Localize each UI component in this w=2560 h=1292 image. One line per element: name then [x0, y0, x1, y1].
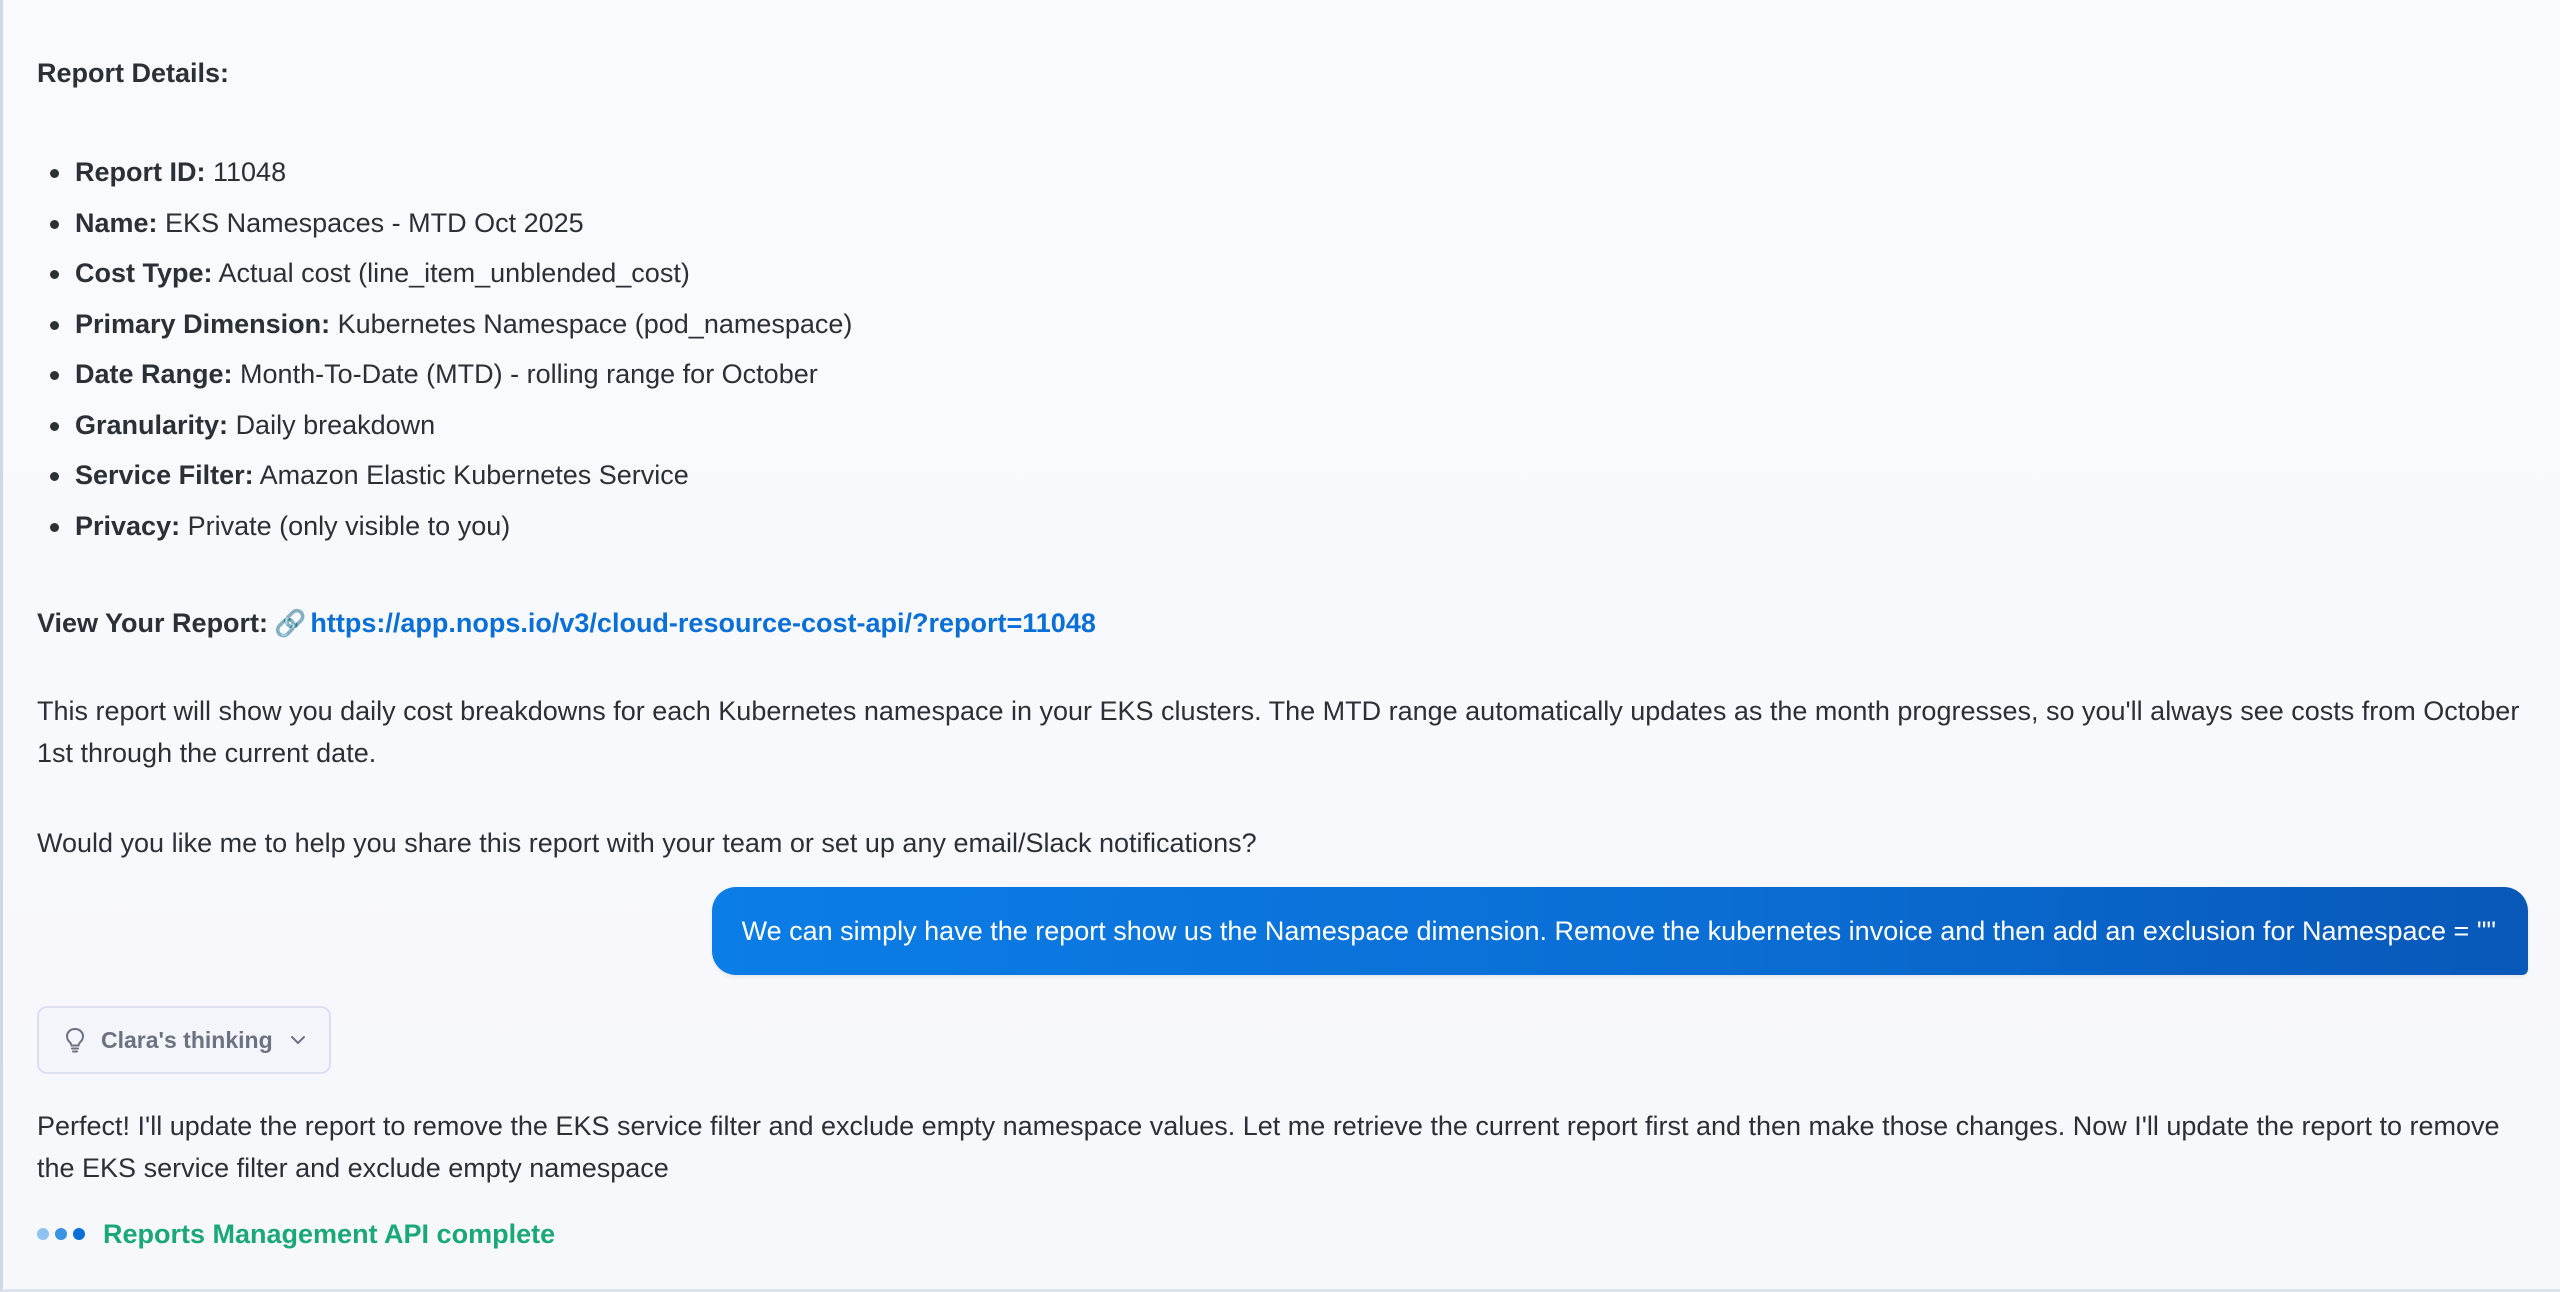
assistant-paragraph: Would you like me to help you share this report with your team or set up any email/Slack notifications?: [37, 828, 1257, 858]
detail-value: Private (only visible to you): [187, 510, 511, 541]
report-details-heading: Report Details:: [37, 58, 230, 88]
user-message-bubble: We can simply have the report show us the Namespace dimension. Remove the kubernetes invoice and then add an exclusion for Namespace = "": [712, 887, 2528, 975]
report-link[interactable]: https://app.nops.io/v3/cloud-resource-cost-api/?report=11048: [310, 608, 1096, 638]
loading-dots-icon: [37, 1228, 85, 1240]
detail-value: Amazon Elastic Kubernetes Service: [259, 460, 689, 490]
detail-value: Month-To-Date (MTD) - rolling range for October: [240, 359, 818, 389]
detail-label: Granularity:: [75, 409, 229, 440]
tool-status: [37, 1214, 555, 1254]
detail-value: Kubernetes Namespace (pod_namespace): [337, 308, 853, 339]
list-item: [75, 455, 852, 506]
detail-label: Date Range:: [75, 359, 233, 389]
lightbulb-icon: [65, 1027, 85, 1053]
detail-label: Cost Type:: [75, 258, 213, 288]
detail-label: Report ID:: [75, 157, 206, 187]
report-details-list: [37, 152, 852, 556]
detail-value: Daily breakdown: [235, 409, 436, 440]
view-report-label: View Your Report:: [37, 608, 269, 638]
detail-label: Name:: [75, 207, 158, 238]
detail-value: 11048: [213, 157, 287, 187]
list-item: [75, 152, 852, 203]
thinking-label: Clara's thinking: [101, 1026, 273, 1053]
assistant-paragraph: Perfect! I'll update the report to remove the EKS service filter and exclude empty namespace values. Let me retrieve the current report first and then make those changes. Now I'll update the report to remove the EKS service filter and exclude empty namespace: [37, 1111, 2500, 1183]
link-icon: 🔗: [274, 608, 307, 638]
detail-label: Privacy:: [75, 510, 181, 541]
thinking-toggle-button[interactable]: [37, 1006, 331, 1074]
detail-label: Service Filter:: [75, 460, 254, 490]
detail-label: Primary Dimension:: [75, 308, 331, 339]
tool-status-label: Reports Management API complete: [103, 1218, 556, 1249]
list-item: [75, 304, 852, 355]
assistant-paragraph: This report will show you daily cost breakdowns for each Kubernetes namespace in your EKS clusters. The MTD range automatically updates as the month progresses, so you'll always see costs from October 1st through the current date.: [37, 696, 2520, 768]
list-item: [75, 405, 852, 456]
list-item: [75, 253, 852, 304]
chevron-down-icon: [289, 1031, 307, 1049]
view-report-line: [37, 603, 1096, 643]
detail-value: EKS Namespaces - MTD Oct 2025: [165, 207, 584, 238]
list-item: [75, 354, 852, 405]
detail-value: Actual cost (line_item_unblended_cost): [218, 258, 690, 288]
list-item: [75, 506, 852, 557]
list-item: [75, 203, 852, 254]
